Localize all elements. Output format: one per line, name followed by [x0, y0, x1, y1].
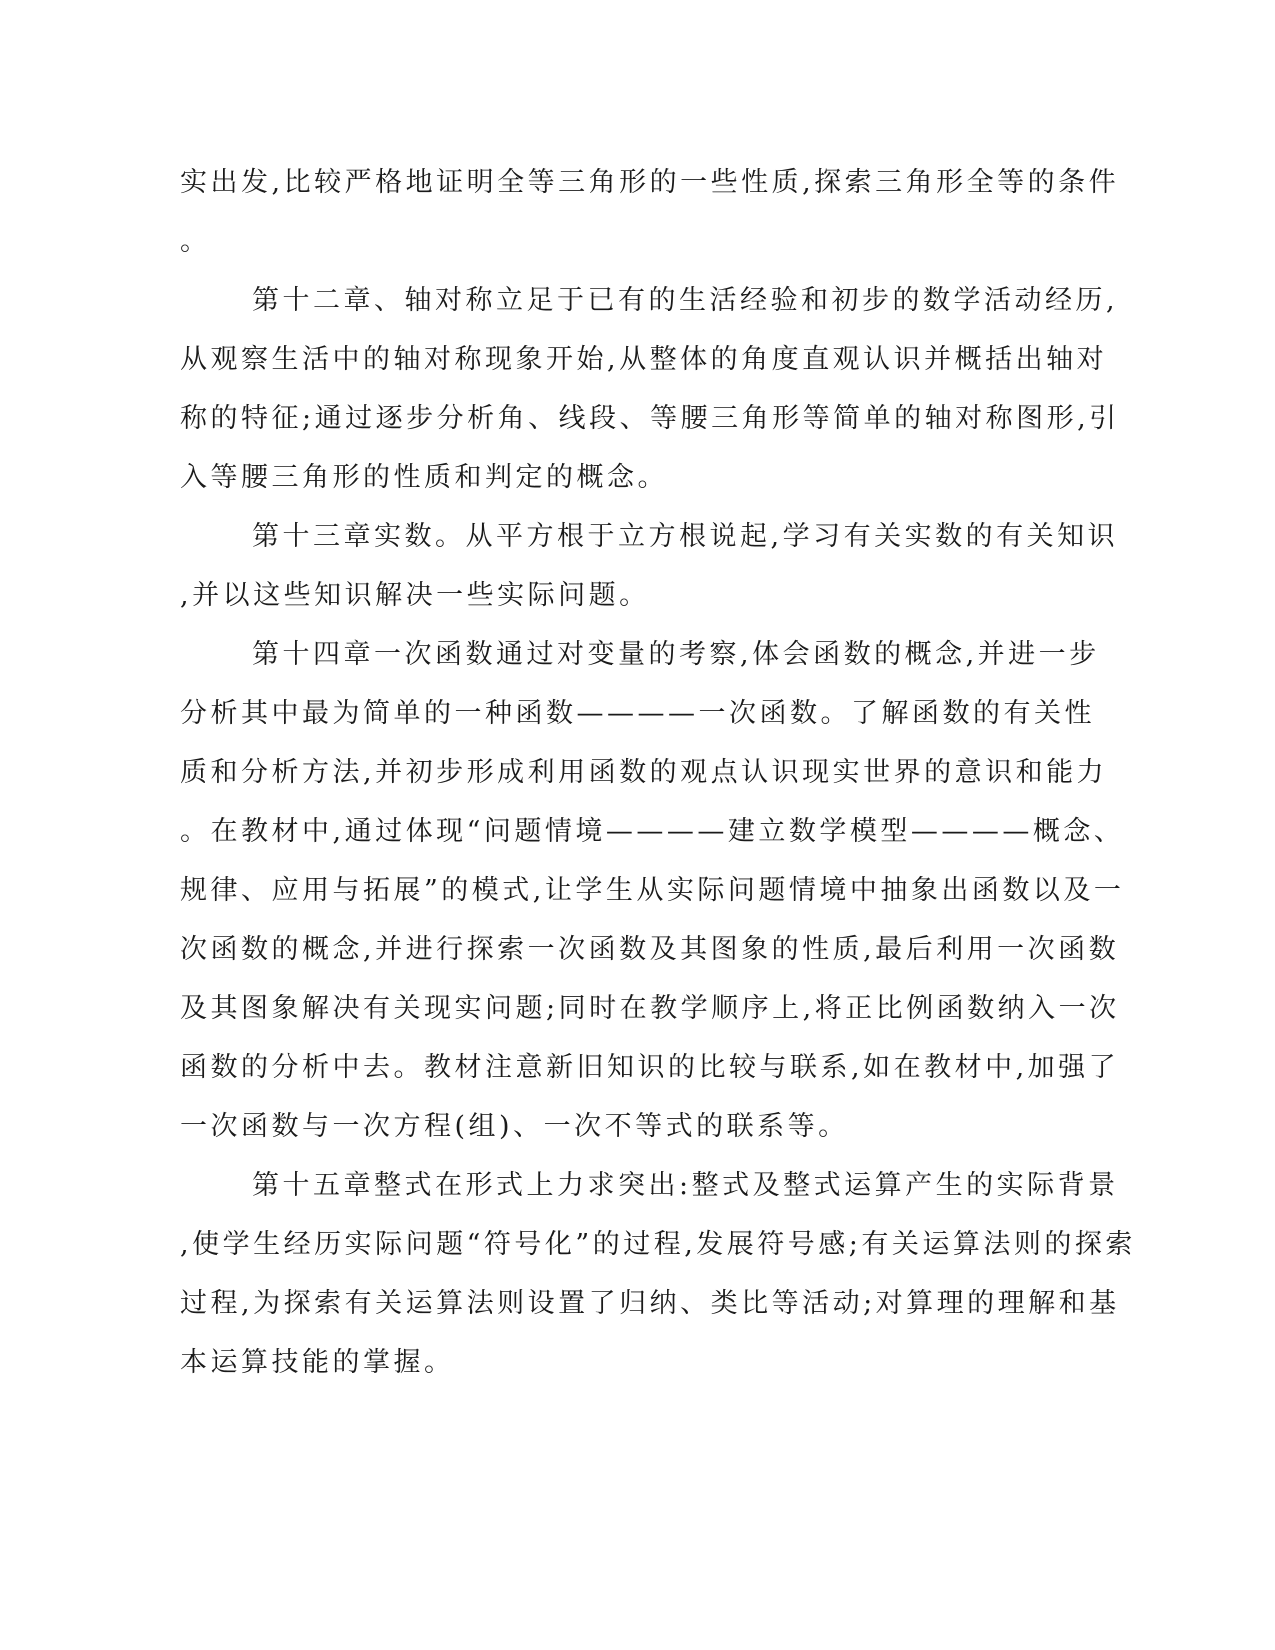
paragraph-start-line: 第十五章整式在形式上力求突出:整式及整式运算产生的实际背景: [252, 1170, 1119, 1201]
document-page: [180, 153, 1136, 1392]
text-line: ,使学生经历实际问题“符号化”的过程,发展符号感;有关运算法则的探索: [180, 1229, 1136, 1260]
paragraph-start-line: 第十二章、轴对称立足于已有的生活经验和初步的数学活动经历,: [252, 285, 1119, 316]
text-line: 从观察生活中的轴对称现象开始,从整体的角度直观认识并概括出轴对: [180, 344, 1108, 375]
text-line: 本运算技能的掌握。: [180, 1347, 455, 1378]
text-line: 函数的分析中去。教材注意新旧知识的比较与联系,如在教材中,加强了: [180, 1052, 1120, 1083]
text-line: 规律、应用与拓展”的模式,让学生从实际问题情境中抽象出函数以及一: [180, 875, 1125, 906]
text-line: 。在教材中,通过体现“问题情境————建立数学模型————概念、: [180, 816, 1125, 847]
text-line: 次函数的概念,并进行探索一次函数及其图象的性质,最后利用一次函数: [180, 934, 1120, 965]
paragraph-start-line: 第十四章一次函数通过对变量的考察,体会函数的概念,并进一步: [252, 639, 1100, 670]
text-line: 实出发,比较严格地证明全等三角形的一些性质,探索三角形全等的条件: [180, 167, 1120, 198]
text-line: 。: [180, 226, 211, 257]
text-line: 过程,为探索有关运算法则设置了归纳、类比等活动;对算理的理解和基: [180, 1288, 1120, 1319]
text-line: 一次函数与一次方程(组)、一次不等式的联系等。: [180, 1111, 849, 1142]
text-line: 入等腰三角形的性质和判定的概念。: [180, 462, 668, 493]
text-line: ,并以这些知识解决一些实际问题。: [180, 580, 650, 611]
paragraph-start-line: 第十三章实数。从平方根于立方根说起,学习有关实数的有关知识: [252, 521, 1119, 552]
text-line: 质和分析方法,并初步形成利用函数的观点认识现实世界的意识和能力: [180, 757, 1108, 788]
text-line: 分析其中最为简单的一种函数————一次函数。了解函数的有关性: [180, 698, 1095, 729]
text-line: 及其图象解决有关现实问题;同时在教学顺序上,将正比例函数纳入一次: [180, 993, 1120, 1024]
text-line: 称的特征;通过逐步分析角、线段、等腰三角形等简单的轴对称图形,引: [180, 403, 1120, 434]
